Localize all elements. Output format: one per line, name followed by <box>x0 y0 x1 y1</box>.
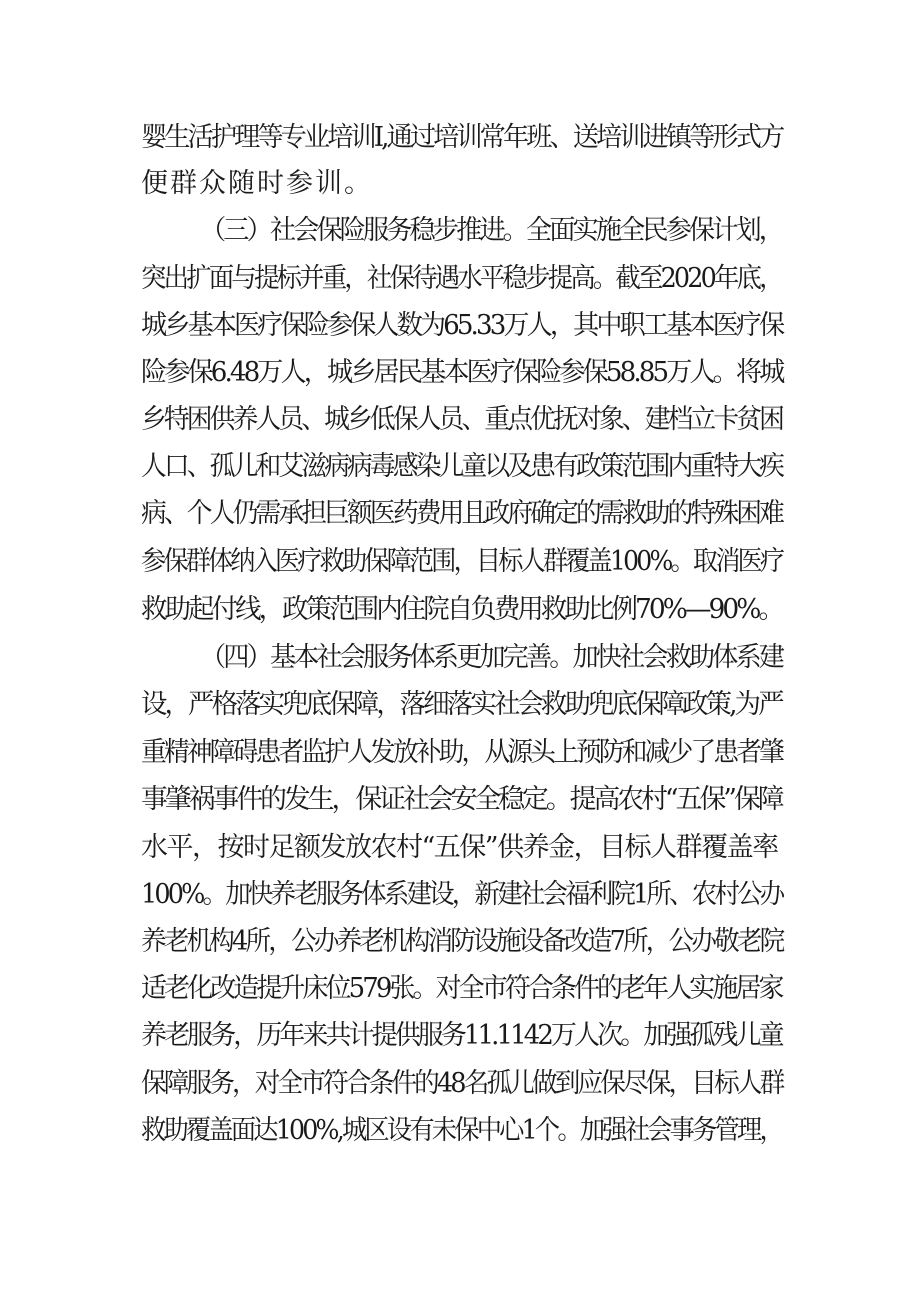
text-line-13: 设，严格落实兜底保障，落细落实社会救助兜底保障政策,为严 <box>141 689 782 720</box>
section-heading-4: （四）基本社会服务体系更加完善。加快社会救助体系建 <box>200 642 782 673</box>
text-line-17: 100%。加快养老服务体系建设，新建社会福利院1所、农村公办 <box>141 879 783 910</box>
text-line-21: 保障服务，对全市符合条件的48名孤儿做到应保尽保，目标人群 <box>141 1068 783 1099</box>
text-line-6: 险参保6.48万人，城乡居民基本医疗保险参保58.85万人。将城 <box>141 357 783 388</box>
text-line-1: 婴生活护理等专业培训I,通过培训常年班、送培训进镇等形式方 <box>141 122 783 153</box>
text-line-8: 人口、孤儿和艾滋病病毒感染儿童以及患有政策范围内重特大疾 <box>141 451 782 482</box>
text-line-11: 救助起付线，政策范围内住院自负费用救助比例70%—90%。 <box>141 594 783 625</box>
text-line-5: 城乡基本医疗保险参保人数为65.33万人，其中职工基本医疗保 <box>141 310 783 341</box>
text-line-9: 病、个人仍需承担巨额医药费用且政府确定的需救助的特殊困难 <box>141 498 782 529</box>
text-line-16: 水平，按时足额发放农村“五保”供养金，目标人群覆盖率 <box>141 832 778 863</box>
text-line-20: 养老服务，历年来共计提供服务11.1142万人次。加强孤残儿童 <box>141 1020 782 1051</box>
section-heading-3: （三）社会保险服务稳步推进。全面实施全民参保计划， <box>200 215 782 246</box>
text-line-2: 便群众随时参训。 <box>141 168 373 199</box>
text-line-7: 乡特困供养人员、城乡低保人员、重点优抚对象、建档立卡贫困 <box>141 404 782 435</box>
text-line-14: 重精神障碍患者监护人发放补助，从源头上预防和减少了患者肇 <box>141 737 782 768</box>
text-line-22: 救助覆盖面达100%,城区设有未保中心1个。加强社会事务管理， <box>141 1115 782 1146</box>
text-line-19: 适老化改造提升床位579张。对全市符合条件的老年人实施居家 <box>141 973 782 1004</box>
text-line-10: 参保群体纳入医疗救助保障范围，目标人群覆盖100%。取消医疗 <box>141 546 783 577</box>
text-line-4: 突出扩面与提标并重，社保待遇水平稳步提高。截至2020年底， <box>141 263 782 294</box>
text-line-18: 养老机构4所，公办养老机构消防设施设备改造7所，公办敬老院 <box>141 926 783 957</box>
text-line-15: 事肇祸事件的发生，保证社会安全稳定。提高农村“五保”保障 <box>141 784 782 815</box>
